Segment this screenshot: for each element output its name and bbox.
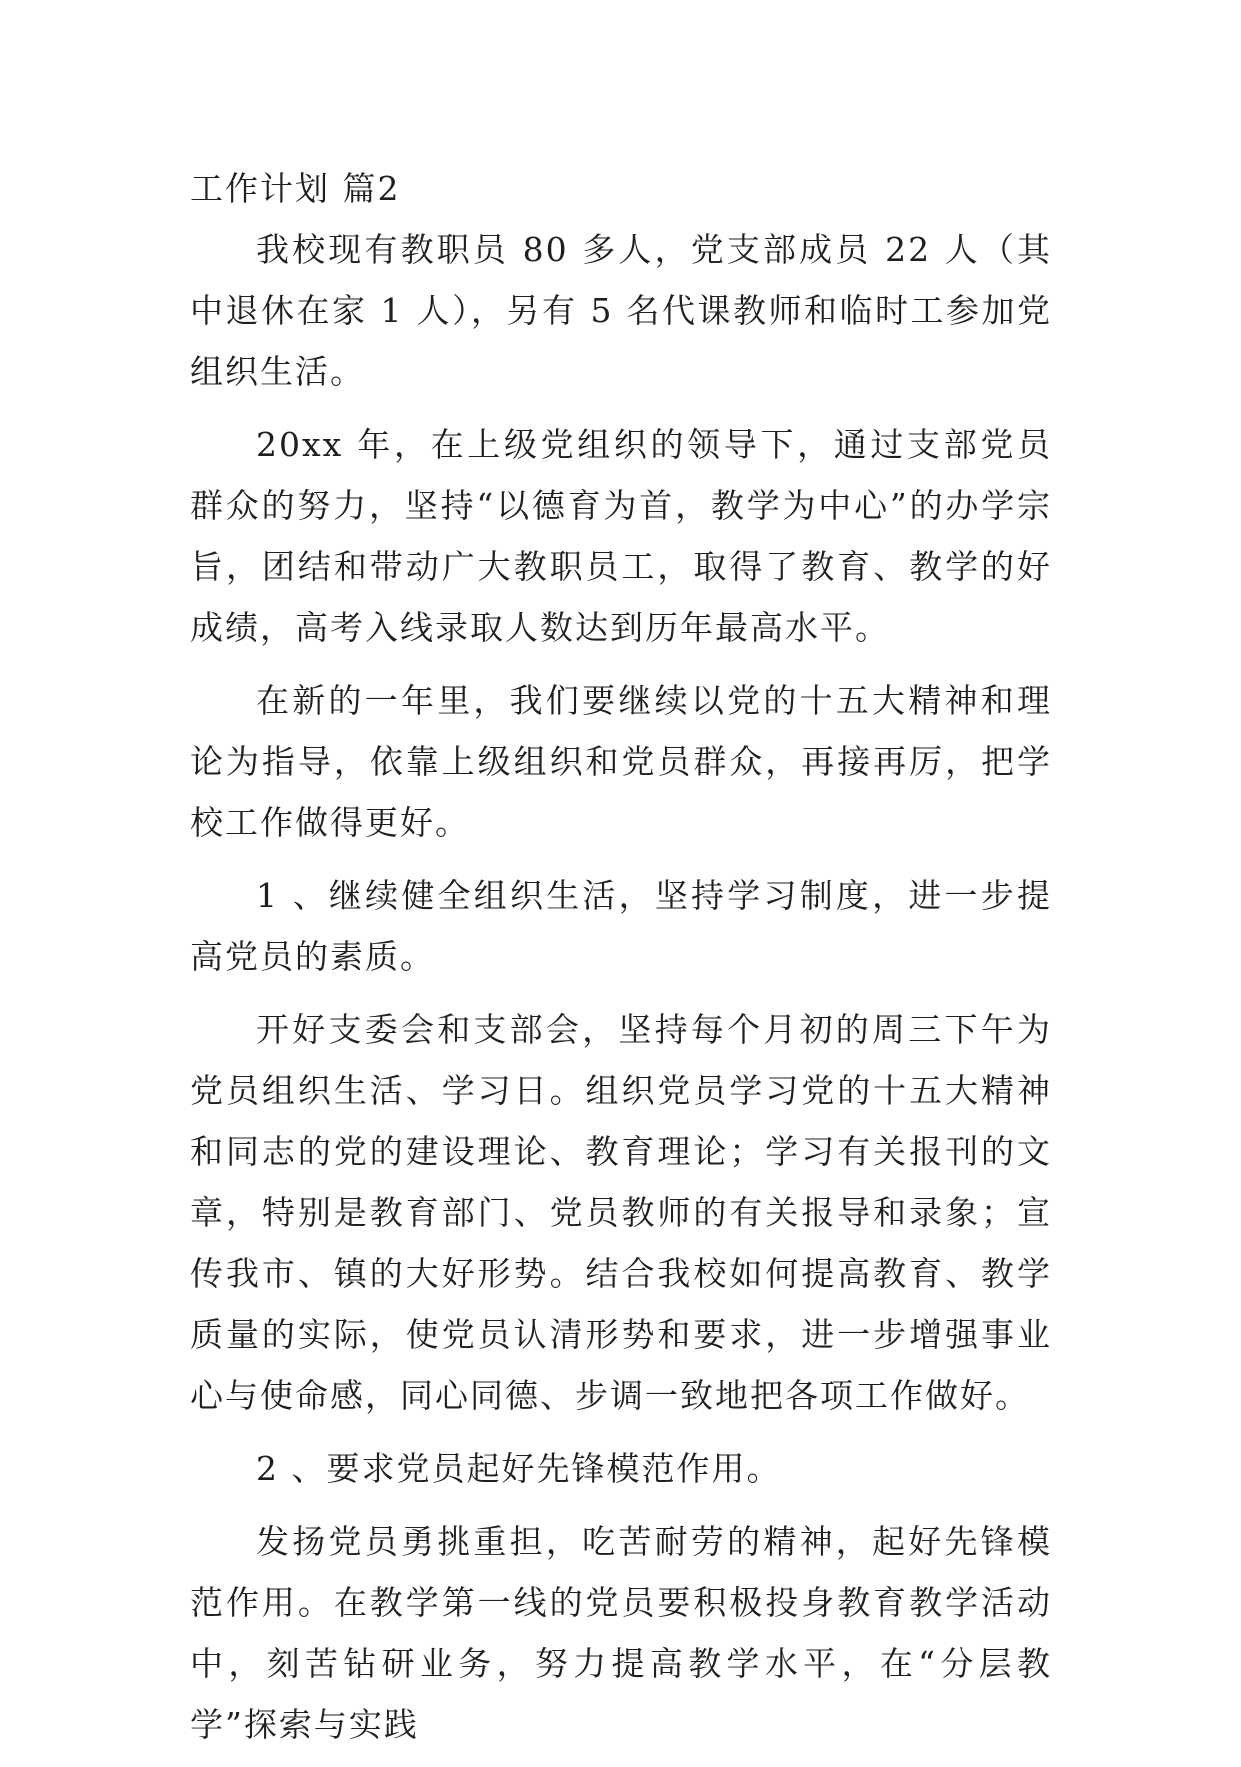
paragraph-item-1-detail: 开好支委会和支部会，坚持每个月初的周三下午为党员组织生活、学习日。组织党员学习党的十五大精神和同志的党的建设理论、教育理论；学习有关报刊的文章，特别是教育部门、党员教师的有关报导和录象；宣传我市、镇的大好形势。结合我校如何提高教育、教学质量的实际，使党员认清形势和要求，进一步增强事业心与使命感，同心同德、步调一致地把各项工作做好。 [190, 1010, 1052, 1415]
document-body [190, 158, 1052, 1767]
document-title: 工作计划 篇2 [190, 169, 401, 208]
paragraph-item-2-detail: 发扬党员勇挑重担，吃苦耐劳的精神，起好先锋模范作用。在教学第一线的党员要积极投身教育教学活动中，刻苦钻研业务，努力提高教学水平，在“分层教学”探索与实践 [190, 1522, 1052, 1744]
paragraph-year-review: 20xx 年，在上级党组织的领导下，通过支部党员群众的努力，坚持“以德育为首，教学为中心”的办学宗旨，团结和带动广大教职员工，取得了教育、教学的好成绩，高考入线录取人数达到历年最高水平。 [190, 425, 1052, 647]
paragraph-item-1-heading: 1 、继续健全组织生活，坚持学习制度，进一步提高党员的素质。 [190, 876, 1052, 976]
paragraph-new-year-goal: 在新的一年里，我们要继续以党的十五大精神和理论为指导，依靠上级组织和党员群众，再接再厉，把学校工作做得更好。 [190, 681, 1052, 842]
paragraph-item-2-heading: 2 、要求党员起好先锋模范作用。 [256, 1449, 782, 1488]
paragraph-staff-overview: 我校现有教职员 80 多人，党支部成员 22 人（其中退休在家 1 人），另有 5 名代课教师和临时工参加党组织生活。 [190, 230, 1052, 391]
